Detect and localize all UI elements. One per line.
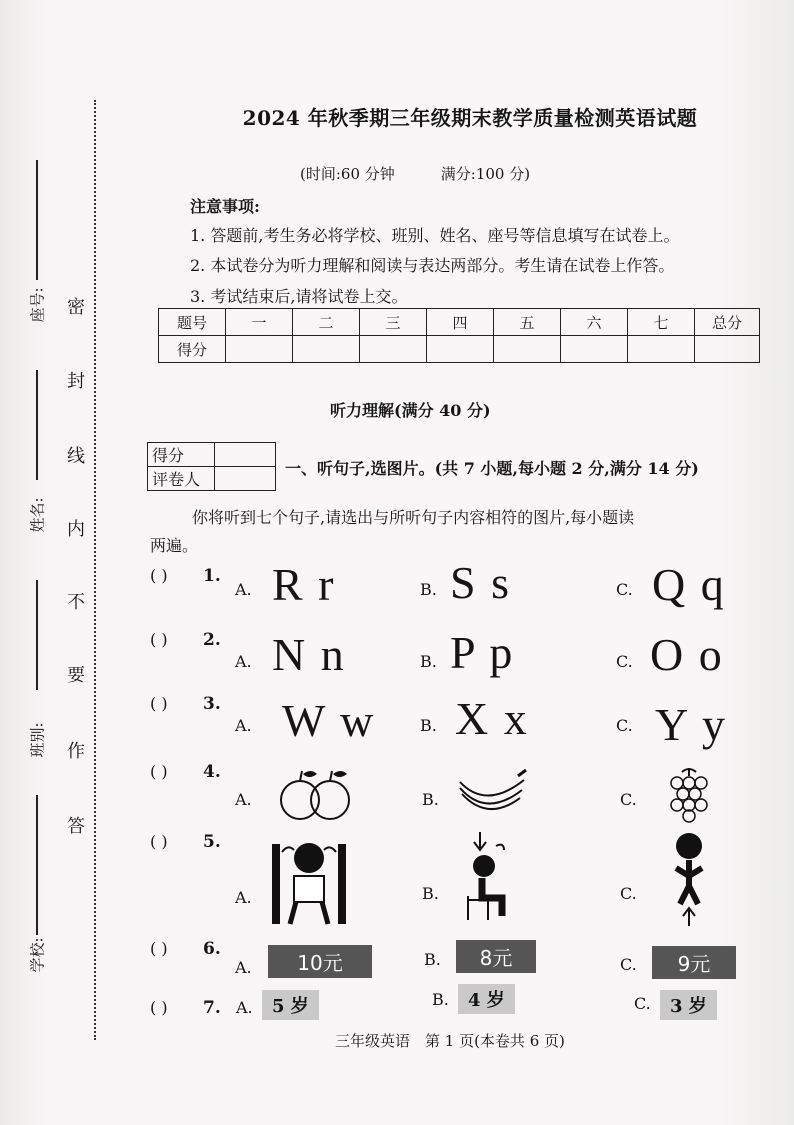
score-table xyxy=(158,308,760,363)
score-header-cell: 六 xyxy=(561,309,628,336)
bananas-icon[interactable] xyxy=(456,766,528,816)
exam-title: 2024 年秋季期三年级期末教学质量检测英语试题 xyxy=(242,106,698,130)
option-b-label: B. xyxy=(420,580,437,599)
option-b-letters[interactable]: X x xyxy=(455,693,529,744)
option-b-label: B. xyxy=(422,790,439,809)
class-label: 班别: xyxy=(28,722,47,758)
price-tag-b[interactable]: 8元 xyxy=(456,940,536,973)
grader-reviewer-label: 评卷人 xyxy=(148,467,215,491)
option-c-label: C. xyxy=(616,652,633,671)
score-cell[interactable] xyxy=(360,336,427,363)
seal-char: 线 xyxy=(67,446,85,467)
school-line xyxy=(36,795,38,935)
notice-item: 2. 本试卷分为听力理解和阅读与表达两部分。考生请在试卷上作答。 xyxy=(190,256,675,275)
score-cell[interactable] xyxy=(561,336,628,363)
child-standing-up-icon[interactable] xyxy=(666,828,712,928)
notice-heading: 注意事项: xyxy=(190,197,260,216)
option-c-label: C. xyxy=(620,955,637,974)
option-a-label: A. xyxy=(235,790,252,809)
score-header-cell: 总分 xyxy=(695,309,760,336)
grader-score-cell[interactable] xyxy=(215,443,276,467)
score-header-cell: 七 xyxy=(628,309,695,336)
score-header-cell: 三 xyxy=(360,309,427,336)
option-c-label: C. xyxy=(616,580,633,599)
option-a-letters[interactable]: W w xyxy=(282,695,376,746)
question-number: 1. xyxy=(203,566,221,586)
section-heading: 听力理解(满分 40 分) xyxy=(330,401,491,420)
notice-item: 3. 考试结束后,请将试卷上交。 xyxy=(190,287,408,306)
option-b-label: B. xyxy=(432,990,449,1009)
option-c-letters[interactable]: Y y xyxy=(655,699,728,750)
seal-char: 内 xyxy=(67,519,85,540)
question-instructions-cont: 两遍。 xyxy=(150,536,199,555)
seat-line xyxy=(36,160,38,280)
score-cell[interactable] xyxy=(293,336,360,363)
score-header-cell: 二 xyxy=(293,309,360,336)
question-instructions: 你将听到七个句子,请选出与所听句子内容相符的图片,每小题读 xyxy=(192,508,635,527)
question-number: 2. xyxy=(203,630,221,650)
score-header-cell: 题号 xyxy=(159,309,226,336)
price-tag-a[interactable]: 10元 xyxy=(268,945,372,978)
question-number: 5. xyxy=(203,832,221,852)
child-sitting-down-icon[interactable] xyxy=(458,830,518,922)
seal-char: 不 xyxy=(67,592,85,613)
score-cell[interactable] xyxy=(494,336,561,363)
answer-blank[interactable]: ( ) xyxy=(150,998,168,1017)
seal-char: 答 xyxy=(67,816,85,837)
score-cell[interactable] xyxy=(628,336,695,363)
grader-table xyxy=(147,442,276,491)
option-a-label: A. xyxy=(236,998,253,1017)
option-a-label: A. xyxy=(235,716,252,735)
school-label: 学校: xyxy=(28,937,47,973)
question-number: 6. xyxy=(203,939,221,959)
score-row-label: 得分 xyxy=(159,336,226,363)
option-c-letters[interactable]: Q q xyxy=(652,559,726,610)
score-cell[interactable] xyxy=(226,336,293,363)
option-c-label: C. xyxy=(616,716,633,735)
seal-dotted-line xyxy=(94,100,96,1040)
exam-time: (时间:60 分钟 xyxy=(300,165,395,183)
seal-char: 密 xyxy=(67,297,85,318)
name-line xyxy=(36,370,38,480)
answer-blank[interactable]: ( ) xyxy=(150,832,168,851)
answer-blank[interactable]: ( ) xyxy=(150,694,168,713)
grader-score-label: 得分 xyxy=(148,443,215,467)
class-line xyxy=(36,580,38,690)
score-cell[interactable] xyxy=(427,336,494,363)
option-c-letters[interactable]: O o xyxy=(650,629,724,680)
option-c-label: C. xyxy=(620,884,637,903)
grader-reviewer-cell[interactable] xyxy=(215,467,276,491)
exam-full-score: 满分:100 分) xyxy=(440,165,531,183)
option-c-label: C. xyxy=(620,790,637,809)
score-header-cell: 一 xyxy=(226,309,293,336)
option-a-label: A. xyxy=(235,958,252,977)
option-b-letters[interactable]: P p xyxy=(450,627,515,678)
age-option-a[interactable]: 5 岁 xyxy=(262,990,319,1020)
seal-char: 作 xyxy=(67,741,85,762)
option-b-label: B. xyxy=(420,652,437,671)
name-label: 姓名: xyxy=(28,497,47,533)
option-a-label: A. xyxy=(235,652,252,671)
option-a-letters[interactable]: R r xyxy=(272,559,336,610)
seal-char: 封 xyxy=(67,371,85,392)
price-tag-c[interactable]: 9元 xyxy=(652,946,736,979)
notice-item: 1. 答题前,考生务必将学校、班别、姓名、座号等信息填写在试卷上。 xyxy=(190,226,680,245)
option-a-label: A. xyxy=(235,888,252,907)
score-header-cell: 四 xyxy=(427,309,494,336)
age-option-b[interactable]: 4 岁 xyxy=(458,984,515,1014)
score-header-cell: 五 xyxy=(494,309,561,336)
question-number: 7. xyxy=(203,998,221,1018)
answer-blank[interactable]: ( ) xyxy=(150,630,168,649)
seat-label: 座号: xyxy=(28,287,47,323)
question-section-title: 一、听句子,选图片。(共 7 小题,每小题 2 分,满分 14 分) xyxy=(285,459,699,478)
answer-blank[interactable]: ( ) xyxy=(150,939,168,958)
answer-blank[interactable]: ( ) xyxy=(150,762,168,781)
question-number: 3. xyxy=(203,694,221,714)
seal-char: 要 xyxy=(67,665,85,686)
child-turning-around-icon[interactable] xyxy=(268,838,350,926)
page-footer: 三年级英语 第 1 页(本卷共 6 页) xyxy=(335,1032,565,1050)
answer-blank[interactable]: ( ) xyxy=(150,566,168,585)
grapes-icon[interactable] xyxy=(664,766,714,824)
option-b-label: B. xyxy=(422,884,439,903)
score-cell[interactable] xyxy=(695,336,760,363)
age-option-c[interactable]: 3 岁 xyxy=(660,990,717,1020)
exam-subtitle xyxy=(300,163,576,184)
apples-icon[interactable] xyxy=(276,766,356,822)
option-a-letters[interactable]: N n xyxy=(272,629,346,680)
option-b-label: B. xyxy=(420,716,437,735)
option-a-label: A. xyxy=(235,580,252,599)
option-b-letters[interactable]: S s xyxy=(450,557,511,608)
option-b-label: B. xyxy=(424,950,441,969)
option-c-label: C. xyxy=(634,994,651,1013)
question-number: 4. xyxy=(203,762,221,782)
